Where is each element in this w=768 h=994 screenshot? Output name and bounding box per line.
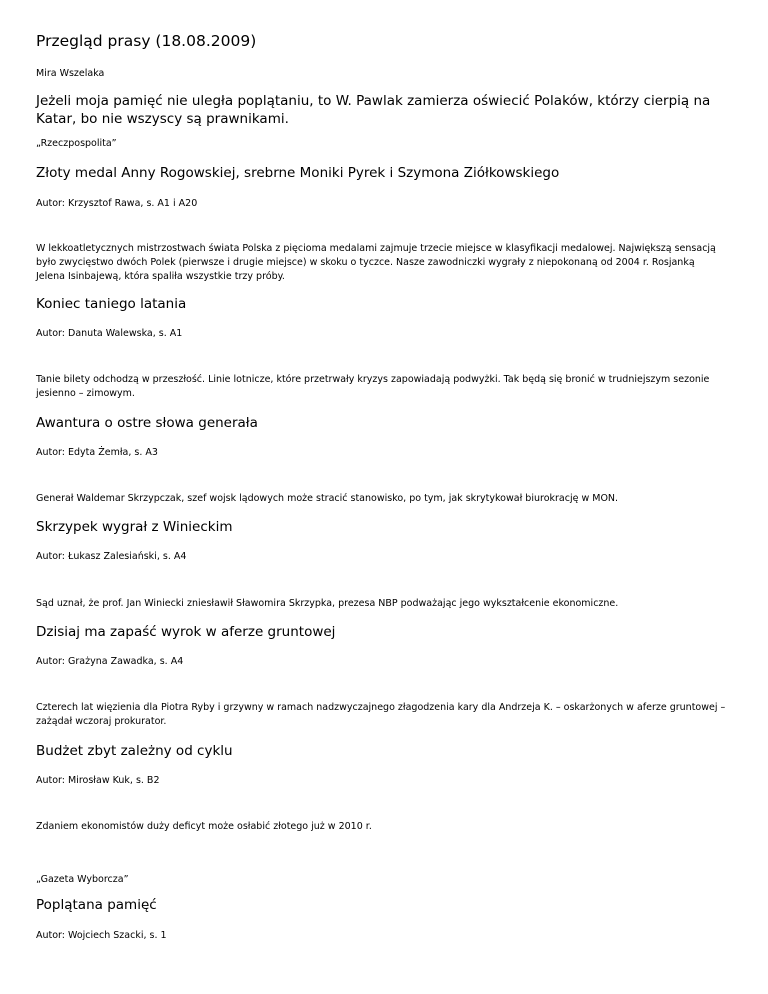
article-byline: Autor: Krzysztof Rawa, s. A1 i A20 (36, 198, 198, 209)
article-byline: Autor: Edyta Żemła, s. A3 (36, 447, 158, 458)
article-headline: Skrzypek wygrał z Winieckim (36, 519, 233, 535)
article-summary: Tanie bilety odchodzą w przeszłość. Linie lotnicze, które przetrwały kryzys zapowiadają podwyżki. Tak będą się bronić w trudniejszym sezonie jesienno – zimowym. (36, 374, 710, 399)
article-headline: Dzisiaj ma zapaść wyrok w aferze gruntowej (36, 624, 336, 640)
article-summary: Czterech lat więzienia dla Piotra Ryby i grzywny w ramach nadzwyczajnego złagodzenia kary dla Andrzeja K. – oskarżonych w aferze gruntowej – zażądał wczoraj prokurator. (36, 702, 726, 727)
article-summary: Generał Waldemar Skrzypczak, szef wojsk lądowych może stracić stanowisko, po tym, jak skrytykował biurokrację w MON. (36, 493, 619, 504)
article-byline: Autor: Łukasz Zalesiański, s. A4 (36, 551, 187, 562)
article-byline: Autor: Danuta Walewska, s. A1 (36, 328, 183, 339)
article-headline: Poplątana pamięć (36, 897, 157, 913)
article-summary: Sąd uznał, że prof. Jan Winiecki zniesławił Sławomira Skrzypka, prezesa NBP podważając jego wykształcenie ekonomiczne. (36, 598, 619, 609)
article-byline: Autor: Wojciech Szacki, s. 1 (36, 930, 167, 941)
source-rzeczpospolita: „Rzeczpospolita” (36, 138, 117, 149)
article-headline: Awantura o ostre słowa generała (36, 415, 258, 431)
article-summary: Zdaniem ekonomistów duży deficyt może osłabić złotego już w 2010 r. (36, 821, 372, 832)
article-headline: Koniec taniego latania (36, 296, 187, 312)
article-headline: Złoty medal Anny Rogowskiej, srebrne Moniki Pyrek i Szymona Ziółkowskiego (36, 165, 560, 181)
article-summary: W lekkoatletycznych mistrzostwach świata Polska z pięcioma medalami zajmuje trzecie miejsce w klasyfikacji medalowej. Największą sensacją było zwycięstwo dwóch Polek (pierwsze i drugie miejsce) w skoku o tyczce. Nasze zawodniczki wygrały z niepokonaną od 2004 r. Rosjanką Jelena Isinbajewą, która spaliła wszystkie trzy próby. (36, 243, 716, 282)
article-byline: Autor: Mirosław Kuk, s. B2 (36, 775, 160, 786)
lead-paragraph: Jeżeli moja pamięć nie uległa poplątaniu, to W. Pawlak zamierza oświecić Polaków, którzy cierpią na Katar, bo nie wszyscy są prawnikami. (36, 93, 711, 127)
source-gazeta-wyborcza: „Gazeta Wyborcza” (36, 874, 129, 885)
document-author: Mira Wszelaka (36, 68, 105, 79)
article-byline: Autor: Grażyna Zawadka, s. A4 (36, 656, 184, 667)
article-headline: Budżet zbyt zależny od cyklu (36, 743, 233, 759)
document-title: Przegląd prasy (18.08.2009) (36, 32, 257, 50)
